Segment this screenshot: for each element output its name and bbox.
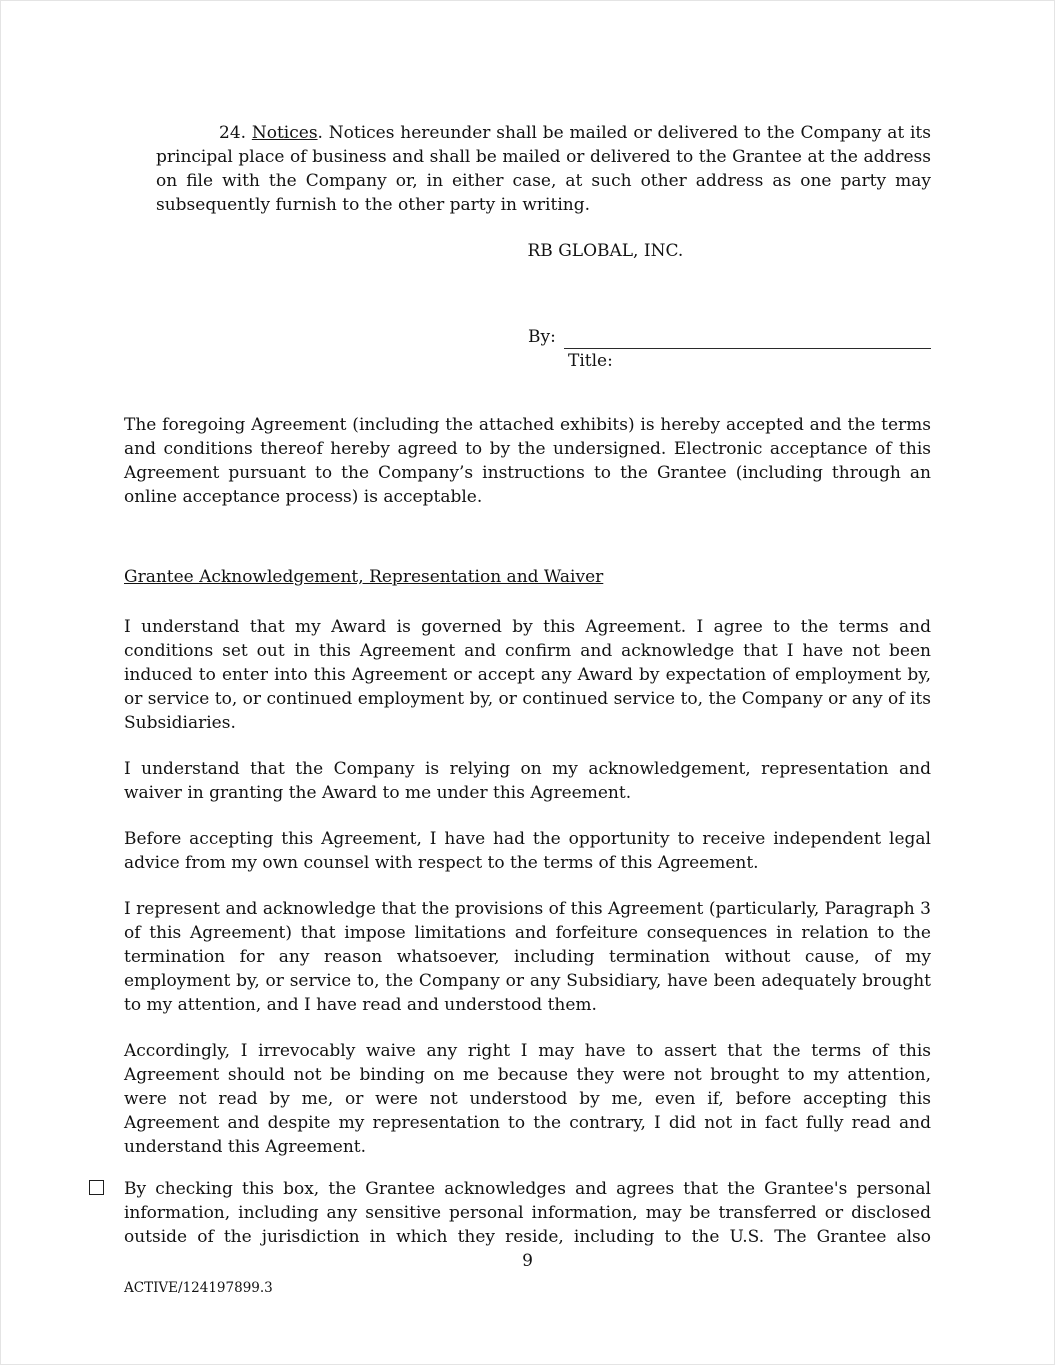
signature-block bbox=[124, 325, 931, 373]
paragraph-24-notices bbox=[156, 121, 931, 217]
body-paragraph-5: Accordingly, I irrevocably waive any right I may have to assert that the terms of this Agreement should not be binding on me because they were not brought to my attention, were not read by me, or were not understood by me, even if, before accepting this Agreement and despite my representation to the contrary, I did not in fact fully read and understand this Agreement. bbox=[124, 1041, 931, 1157]
page-number: 9 bbox=[522, 1251, 533, 1271]
paragraph-24-term: Notices bbox=[251, 123, 318, 143]
company-name: RB GLOBAL, INC. bbox=[527, 241, 684, 261]
body-paragraph-1: I understand that my Award is governed by this Agreement. I agree to the terms and conditions set out in this Agreement and confirm and acknowledge that I have not been induced to enter into this Agreement or accept any Award by expectation of employment by, or service to, or continued employment by, or continued service to, the Company or any of its Subsidiaries. bbox=[124, 617, 931, 733]
consent-paragraph bbox=[124, 1177, 931, 1249]
document-id-footer: ACTIVE/124197899.3 bbox=[124, 1280, 273, 1296]
by-label: By: bbox=[528, 327, 556, 347]
by-line bbox=[528, 325, 931, 349]
paragraph-24-number: 24. bbox=[219, 123, 252, 143]
consent-paragraph-text: By checking this box, the Grantee acknowledges and agrees that the Grantee's personal information, including any sensitive personal information, may be transferred or disclosed outside of the jurisdiction in which they reside, including to the U.S. The Grantee also bbox=[124, 1179, 931, 1247]
acceptance-paragraph: The foregoing Agreement (including the attached exhibits) is hereby accepted and the terms and conditions thereof hereby agreed to by the undersigned. Electronic acceptance of this Agreement pursuant to the Company’s instructions to the Grantee (including through an online acceptance process) is acceptable. bbox=[124, 415, 931, 507]
body-paragraph-3: Before accepting this Agreement, I have had the opportunity to receive independent legal advice from my own counsel with respect to the terms of this Agreement. bbox=[124, 829, 931, 873]
consent-checkbox[interactable] bbox=[89, 1180, 104, 1195]
title-line bbox=[568, 349, 931, 373]
body-paragraph-2: I understand that the Company is relying on my acknowledgement, representation and waiver in granting the Award to me under this Agreement. bbox=[124, 759, 931, 803]
document-content bbox=[1, 1, 1054, 1249]
paragraph-24-body: . Notices hereunder shall be mailed or delivered to the Company at its principal place of business and shall be mailed or delivered to the Grantee at the address on file with the Company or, in either case, at such other address as one party may subsequently furnish to the other party in writing. bbox=[156, 123, 931, 215]
body-paragraph-4: I represent and acknowledge that the provisions of this Agreement (particularly, Paragraph 3 of this Agreement) that impose limitations and forfeiture consequences in relation to the termination for any reason whatsoever, including termination without cause, of my employment by, or service to, the Company or any Subsidiary, have been adequately brought to my attention, and I have read and understood them. bbox=[124, 899, 931, 1015]
title-label: Title: bbox=[568, 351, 613, 371]
signature-line bbox=[564, 328, 931, 349]
section-heading: Grantee Acknowledgement, Representation and Waiver bbox=[124, 567, 604, 587]
